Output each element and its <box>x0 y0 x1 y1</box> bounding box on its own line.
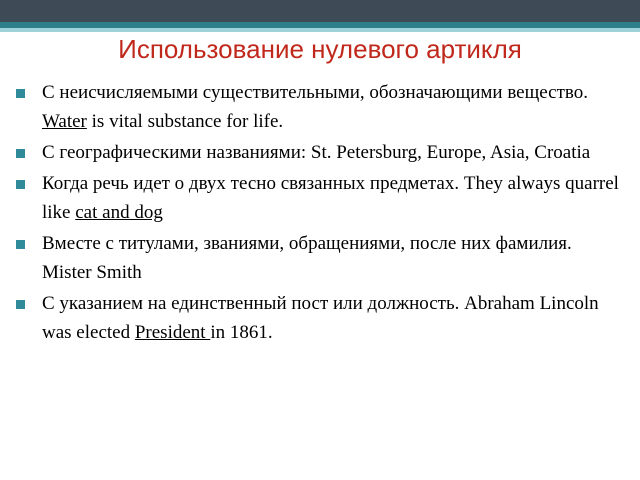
bullet-item-5 <box>16 289 626 347</box>
bullet-5-underlined: President <box>134 322 211 343</box>
square-bullet-icon <box>16 240 25 249</box>
bullet-item-2 <box>16 138 626 167</box>
bullet-3-text-a: Когда речь идет о двух тесно связанных предметах. They always quarrel like <box>42 173 619 223</box>
bullet-list <box>16 78 626 347</box>
bullet-item-3 <box>16 169 626 227</box>
slide-title: Использование нулевого артикля <box>118 34 522 64</box>
bullet-1-underlined: Water <box>42 111 87 132</box>
bullet-item-1 <box>16 78 626 136</box>
slide-content <box>16 78 626 349</box>
bullet-5-text-b: in 1861. <box>210 322 273 343</box>
bullet-item-4 <box>16 229 626 287</box>
bullet-2-text: С географическими названиями: St. Petersburg, Europe, Asia, Croatia <box>42 142 591 163</box>
bullet-4-text: Вместе с титулами, званиями, обращениями, после них фамилия. Mister Smith <box>42 233 572 283</box>
header-bar <box>0 0 640 22</box>
square-bullet-icon <box>16 180 25 189</box>
square-bullet-icon <box>16 300 25 309</box>
header-stripe-light <box>0 28 640 32</box>
bullet-3-underlined: cat and dog <box>75 202 163 223</box>
square-bullet-icon <box>16 149 25 158</box>
bullet-5-text-a: С указанием на единственный пост или должность. Abraham Lincoln was elected <box>42 293 599 343</box>
bullet-1-text-a: С неисчисляемыми существительными, обозначающими вещество. <box>42 82 588 103</box>
square-bullet-icon <box>16 89 25 98</box>
bullet-1-text-b: is vital substance for life. <box>86 111 284 132</box>
